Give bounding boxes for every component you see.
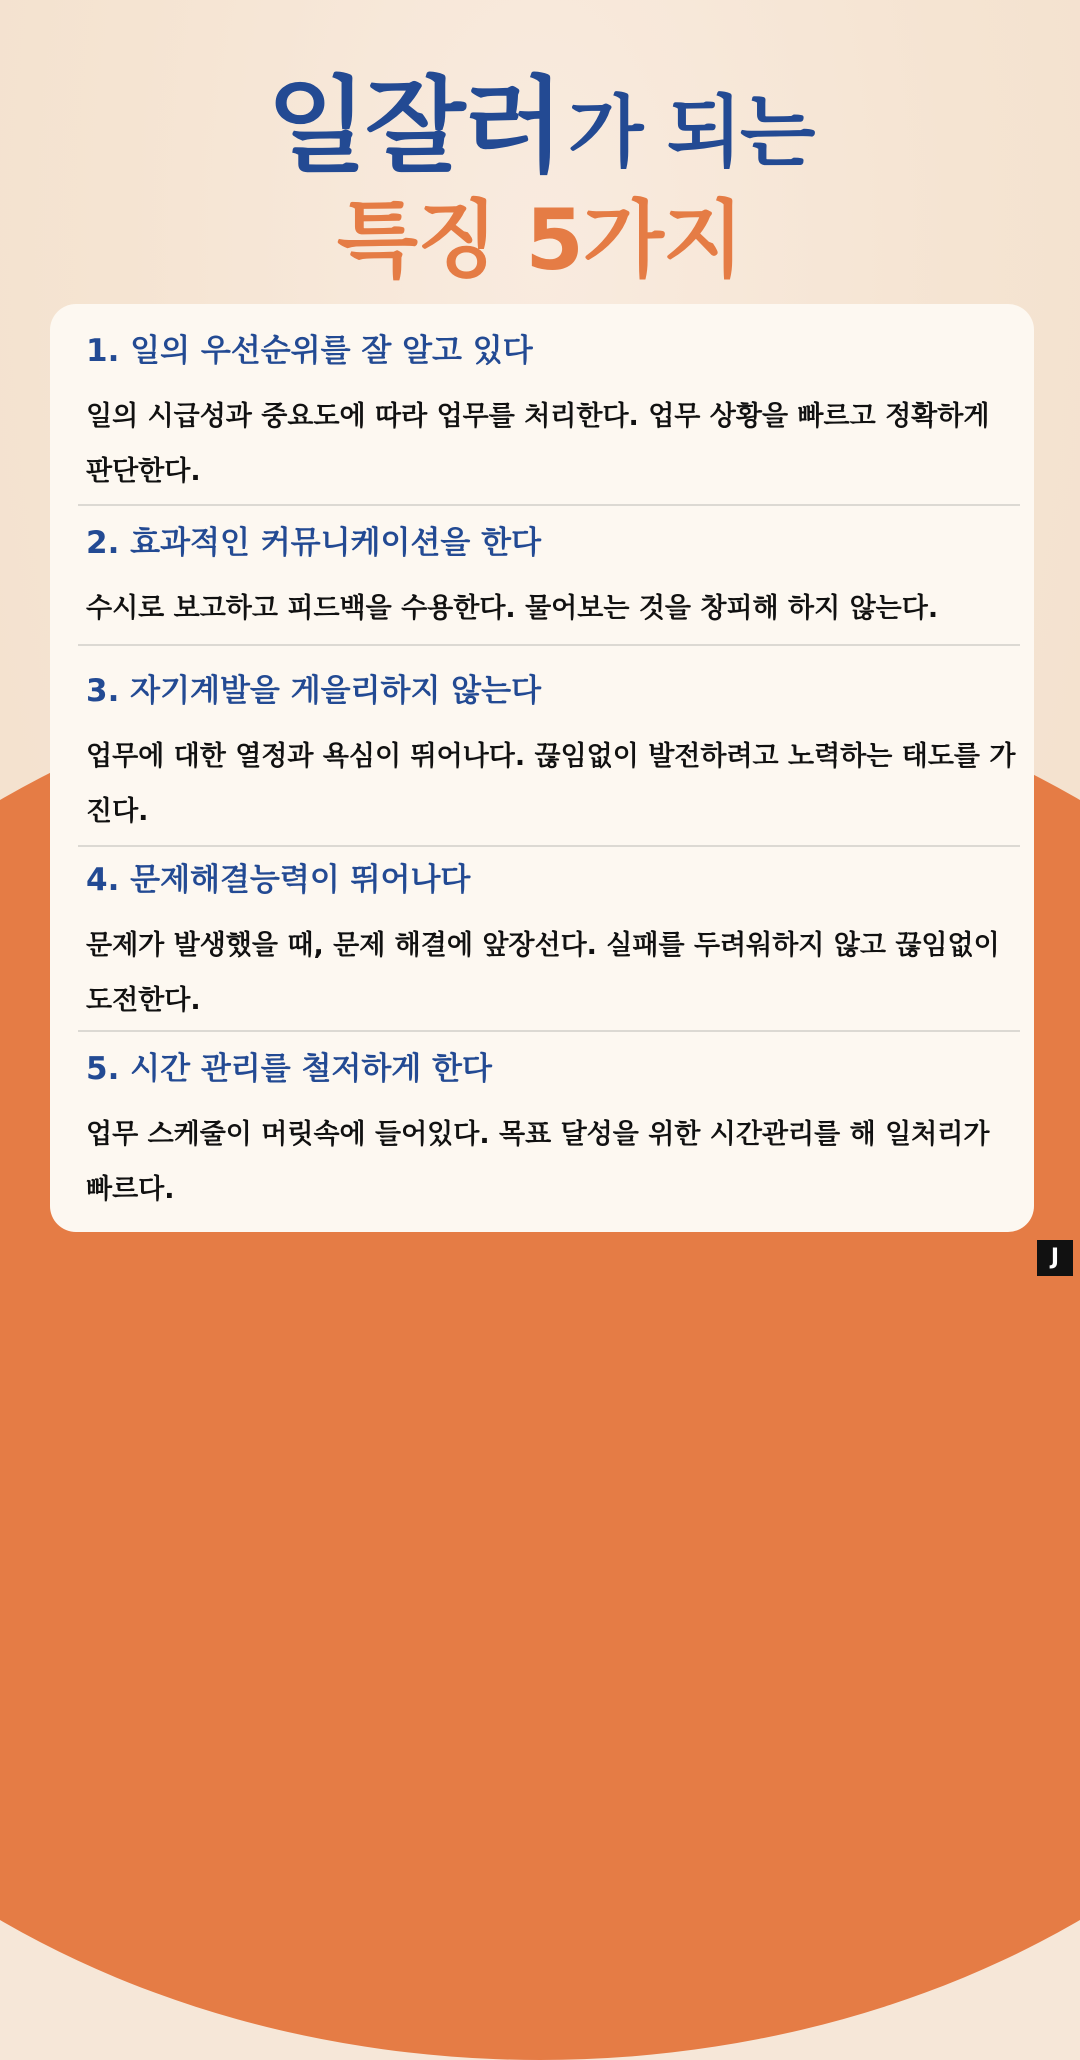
item-1-heading: 1. 일의 우선순위를 잘 알고 있다 xyxy=(86,333,533,369)
item-2-body: 수시로 보고하고 피드백을 수용한다. 물어보는 것을 창피해 하지 않는다. xyxy=(86,593,939,624)
logo-badge: J xyxy=(1037,1240,1073,1276)
title-suffix: 가 되는 xyxy=(568,88,814,178)
item-2 xyxy=(78,525,1020,636)
item-3-heading: 3. 자기계발을 게을리하지 않는다 xyxy=(86,673,542,709)
divider xyxy=(78,845,1020,847)
item-5-body: 업무 스케줄이 머릿속에 들어있다. 목표 달성을 위한 시간관리를 해 일처리가 빠르다. xyxy=(86,1119,990,1205)
item-1-body: 일의 시급성과 중요도에 따라 업무를 처리한다. 업무 상황을 빠르고 정확하게 판단한다. xyxy=(86,401,990,487)
divider xyxy=(78,504,1020,506)
item-5-heading: 5. 시간 관리를 철저하게 한다 xyxy=(86,1051,492,1087)
item-3 xyxy=(78,673,1020,839)
title xyxy=(0,48,1080,289)
item-4-heading: 4. 문제해결능력이 뛰어나다 xyxy=(86,862,471,898)
divider xyxy=(78,644,1020,646)
item-3-body: 업무에 대한 열정과 욕심이 뛰어나다. 끊임없이 발전하려고 노력하는 태도를 가진다. xyxy=(86,741,1016,827)
title-emphasis: 일잘러 xyxy=(266,65,563,187)
item-4-body: 문제가 발생했을 때, 문제 해결에 앞장선다. 실패를 두려워하지 않고 끊임없이 도전한다. xyxy=(86,930,1000,1016)
content-card xyxy=(50,304,1034,1232)
divider xyxy=(78,1030,1020,1032)
item-1 xyxy=(78,333,1020,499)
title-line-2: 특징 5가지 xyxy=(336,191,744,289)
item-5 xyxy=(78,1051,1020,1217)
item-4 xyxy=(78,862,1020,1028)
title-line-1 xyxy=(0,48,1080,187)
item-2-heading: 2. 효과적인 커뮤니케이션을 한다 xyxy=(86,525,542,561)
